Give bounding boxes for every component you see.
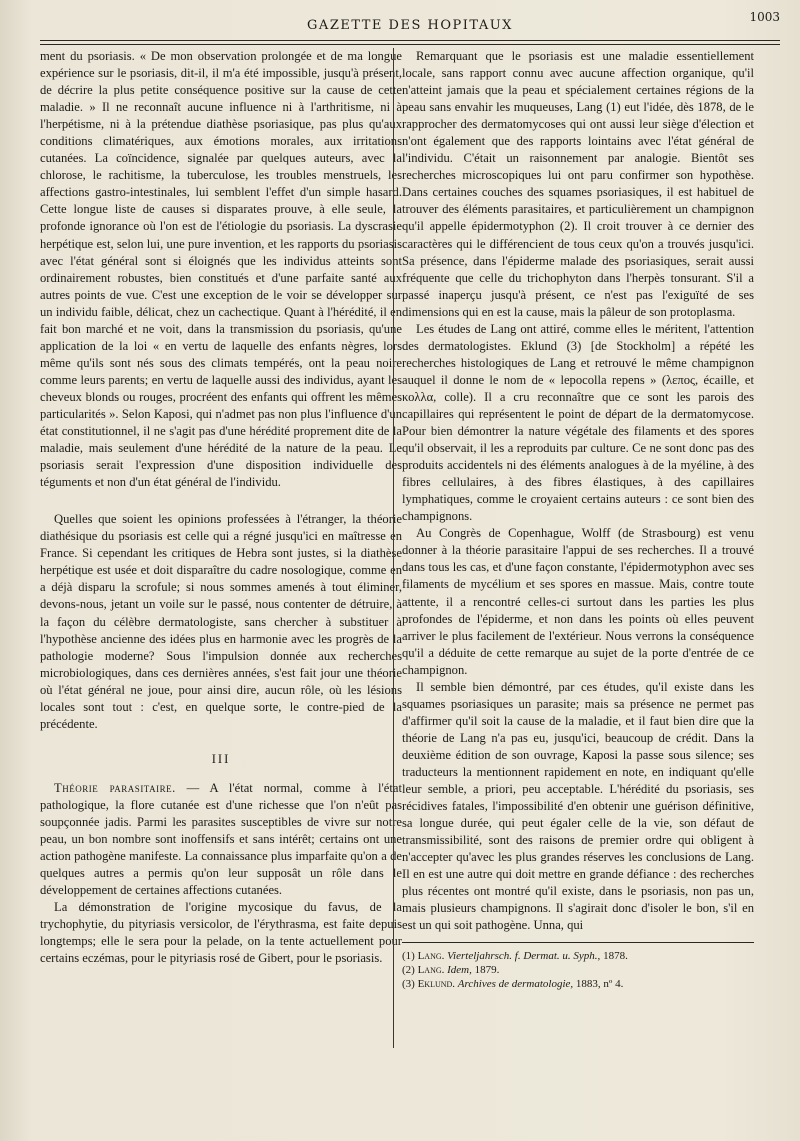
footnote-detail: 1883, nº 4. [575,978,624,991]
section-heading: III [211,751,231,766]
footnote-rule [402,942,754,943]
footnote-journal: Archives de dermatologie, [457,978,574,991]
right-column [402,48,754,991]
journal-title: GAZETTE DES HOPITAUX [307,18,513,33]
paragraph: Les études de Lang ont attiré, comme elles le méritent, l'attention des dermatologistes. Eklund (3) [de Stockholm] a répété les recherches histologiques de Lang et retrouvé le même champignon auquel il donne le nom de « lepocolla repens » (λεπος, écaille, et κολλα, colle). Il a cru reconnaître que ce sont les parois des capillaires qui représentent le point de départ de la dermatomycose. Pour bien démontrer la nature végétale des filaments et des spores qu'il observait, il les a reproduits par culture. Ce ne sont donc pas des produits accidentels ni des éléments analogues à de la myéline, à des fibres cellulaires, à des fibres élastiques, à des capillaires lymphatiques, comme le croyaient certains auteurs : ce sont bien des champignons. [402,321,754,524]
footnote-number: (2) [402,964,415,977]
paragraph: ment du psoriasis. « De mon observation prolongée et de ma longue expérience sur le psoriasis, dit-il, il m'a été impossible, jusqu'à présent, de décrire la plus petite conséquence positive sur la cause de cette maladie. » Il ne reconnaît aucune influence ni à l'arthritisme, ni à l'herpétisme, ni à la prétendue diathèse psoriasique, pas plus qu'aux conditions climatériques, aux émotions morales, aux irritations cutanées. La coïncidence, signalée par quelques auteurs, avec la chlorose, le rachitisme, la tuberculose, les troubles menstruels, les affections gastro-intestinales, lui semblent l'effet d'un simple hasard. Cette longue liste de causes si disparates prouve, à elle seule, la profonde ignorance où l'on est de l'étiologie du psoriasis. La dyscrasie herpétique est, selon lui, une pure invention, et les rapports du psoriasis avec l'état général sont si éloignés que les individus atteints sont ordinairement robustes, bien constitués et d'une parfaite santé aux autres points de vue. C'est une exception de le voir se développer sur un individu faible, délicat, chez un cachectique. Quant à l'hérédité, il en fait bon marché et ne voit, dans la transmission du psoriasis, qu'une application de la loi « en vertu de laquelle des enfants nègres, lors même qu'ils sont nés sous des climats tempérés, ont la peau noire comme leurs parents; en vertu de laquelle aussi des individus, ayant les cheveux blonds ou rouges, procréent des enfants qui offrent les mêmes particularités ». Selon Kaposi, qui n'admet pas non plus l'influence d'un état constitutionnel, il ne s'agit pas d'une hérédité proprement dite de la maladie, mais seulement d'une hérédité de la nature de la peau. Le psoriasis serait l'expression d'une disposition individuelle des téguments et non d'un état général de l'individu. [40,49,402,490]
footnote-number: (1) [402,950,415,963]
footnote-number: (3) [402,978,415,991]
page-number: 1003 [749,10,780,24]
paragraph: Quelles que soient les opinions professées à l'étranger, la théorie diathésique du psoriasis est celle qui a régné jusqu'ici en maîtresse en France. Si cependant les critiques de Hebra sont justes, si la diathèse herpétique est usée et doit disparaître du cadre nosologique, comme en a déjà disparu la scrofule; si nous sommes amenés à tout éliminer, devons-nous, jetant un voile sur le passé, nous contenter de détruire, à la façon du célèbre dermatologiste, sans chercher à substituer à l'hypothèse ancienne des idées plus en harmonie avec les progrès de la pathologie moderne? Sous l'impulsion donnée aux recherches microbiologiques, dans ces dernières années, s'est fait jour une théorie où l'état général ne joue, pour ainsi dire, aucun rôle, où les lésions locales sont tout : c'est, en quelque sorte, le contre-pied de la précédente. [40,512,402,731]
paragraph: Remarquant que le psoriasis est une maladie essentiellement locale, sans rapport connu avec aucune affection organique, qu'il n'atteint jamais que la peau et spécialement certaines régions de la peau sans envahir les muqueuses, Lang (1) eut l'idée, dès 1878, de le rapprocher des dermatomycoses qui ont aussi leur siège d'élection et n'ont également que des rapports lointains avec l'état général de l'individu. C'était un raisonnement par analogie. Bientôt ses recherches microscopiques lui ont paru confirmer son hypothèse. Dans certaines couches des squames psoriasiques, il est habituel de trouver des éléments parasitaires, et particulièrement un champignon qu'il appelle épidermotyphon (2). Il croit trouver à ce dernier des caractères qui le différencient de tous ceux qu'on a trouvés jusqu'ici. Sa présence, dans l'épiderme malade des psoriasiques, serait aussi fréquente que celle du trichophyton dans l'herpès tonsurant. S'il a passé inaperçu jusqu'à présent, ce n'est pas l'exiguïté de ses dimensions qui en est la cause, mais la pâleur de son protoplasma. [402,49,754,319]
paragraph-text: — A l'état normal, comme à l'état pathologique, la flore cutanée est d'une richesse que l'on n'eût pas soupçonnée jadis. Parmi les parasites susceptibles de vivre sur notre peau, un bon nombre sont inoffensifs et sans intérêt; certains ont une action pathogène manifeste. La connaissance plus imparfaite qu'on a de quelques autres a permis qu'on leur supposât un rôle dans le développement de certaines affections cutanées. [40,780,402,898]
column-divider [393,48,394,1048]
paragraph: La démonstration de l'origine mycosique du favus, de la trychophytie, du pityriasis versicolor, de l'érythrasma, est faite depuis longtemps; elle le sera pour la pelade, on la tente actuellement pour certains eczémas, pour le pityriasis rosé de Gibert, pour le psoriasis. [40,900,402,966]
paragraph [40,780,402,899]
footnote-author: Lang. [417,950,445,963]
footnote [402,949,754,963]
footnote-author: Eklund. [417,978,456,991]
footnote [402,963,754,977]
section-lead: Théorie parasitaire. [54,780,176,795]
paragraph: Au Congrès de Copenhague, Wolff (de Strasbourg) est venu donner à la théorie parasitaire l'appui de ses recherches. Il a trouvé dans tous les cas, et d'une façon constante, l'épidermotyphon avec ses filaments de mycélium et ses spores en massue. Mais, contre toute attente, il a rencontré celles-ci surtout dans les parties les plus profondes de l'épiderme, et non dans les points où elles peuvent arriver le plus facilement de l'extérieur. Nous verrons la conséquence qu'il a déduite de cette remarque au sujet de la porte d'entrée de ce champignon. [402,526,754,677]
footnote-journal: Vierteljahrsch. f. Dermat. u. Syph., [447,950,601,963]
page-header [40,8,780,38]
header-rule-secondary [40,44,780,45]
footnote-author: Lang. [417,964,445,977]
footnote-detail: 1878. [603,950,628,963]
paragraph: Il semble bien démontré, par ces études, qu'il existe dans les squames psoriasiques un parasite; mais sa présence ne permet pas d'affirmer qu'il soit la cause de la maladie, et il faut bien dire que la théorie de Lang n'a pas eu, jusqu'ici, beaucoup de crédit. Dans la deuxième édition de son ouvrage, Kaposi la passe sous silence; ses traducteurs la mentionnent rapidement en note, en indiquant qu'elle leur semble, a priori, peu acceptable. L'hérédité du psoriasis, ses récidives fatales, l'impossibilité d'en obtenir une guérison définitive, sa longue durée, qui peut égaler celle de la vie, son défaut de transmissibilité, sont des raisons de premier ordre qui obligent à n'accepter qu'avec les plus grandes réserves les conclusions de Lang. Il en est une autre qui doit mettre en grande défiance : des recherches plus récentes ont montré qu'il existe, dans le psoriasis, non pas un, mais plusieurs champignons. Il s'agirait donc d'isoler le bon, s'il en est un qui soit pathogène. Unna, qui [402,679,754,933]
left-column [40,48,402,967]
footnote [402,977,754,991]
footnote-journal: Idem, [447,964,472,977]
footnote-detail: 1879. [474,964,500,977]
header-rule [40,40,780,41]
